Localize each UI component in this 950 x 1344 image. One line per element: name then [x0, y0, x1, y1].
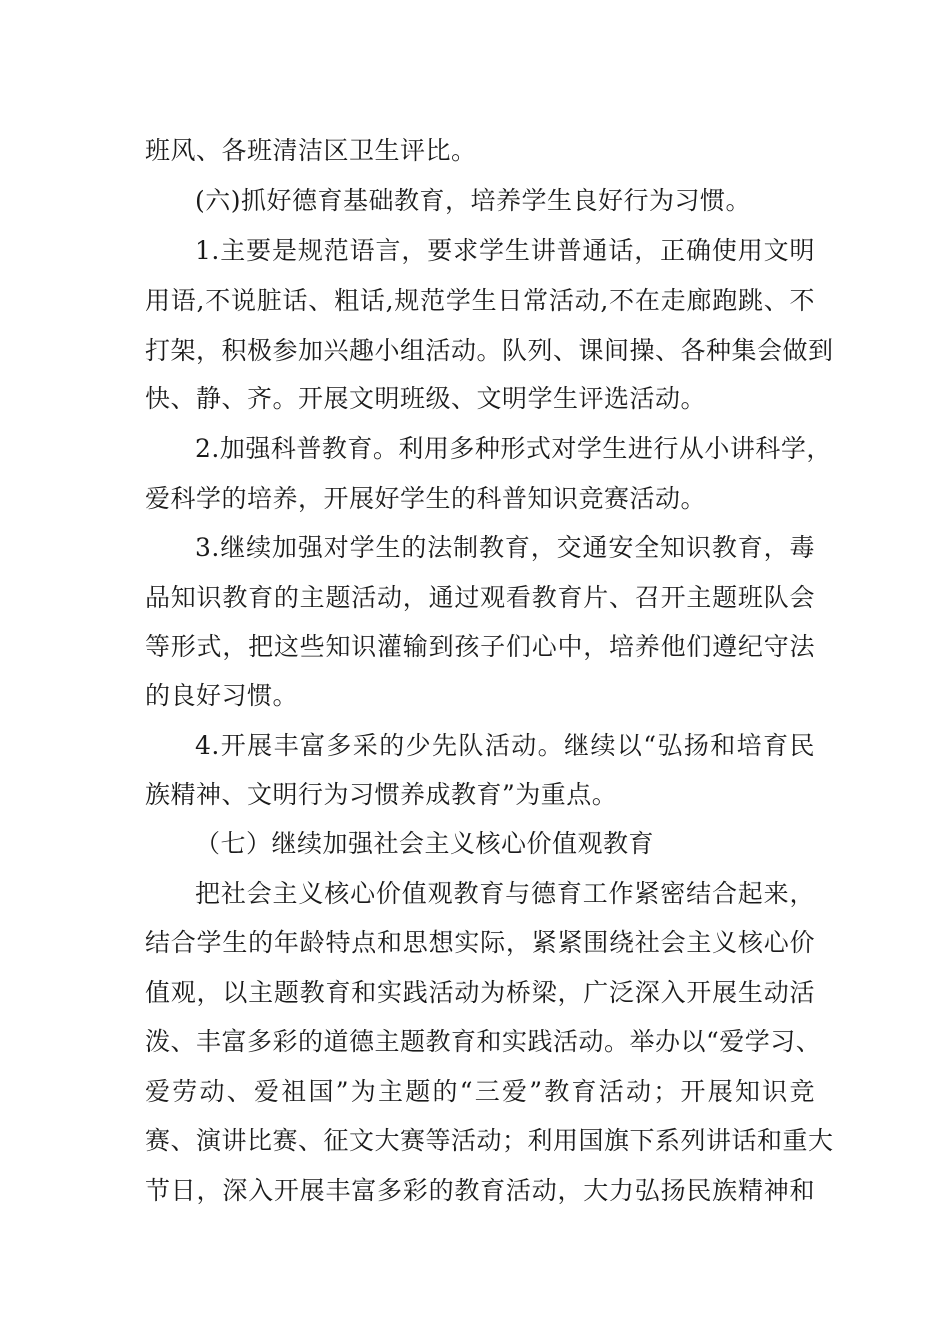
text-line: 爱劳动、爱祖国”为主题的“三爱”教育活动；开展知识竞 — [145, 1077, 815, 1106]
section-heading-6: (六)抓好德育基础教育，培养学生良好行为习惯。 — [195, 186, 752, 215]
text-line: 用语,不说脏话、粗话,规范学生日常活动,不在走廊跑跳、不 — [145, 286, 815, 315]
text-line: 快、静、齐。开展文明班级、文明学生评选活动。 — [145, 384, 707, 413]
text-line: 班风、各班清洁区卫生评比。 — [145, 136, 477, 165]
text-line: 爱科学的培养，开展好学生的科普知识竞赛活动。 — [145, 484, 707, 513]
text-line: 等形式，把这些知识灌输到孩子们心中，培养他们遵纪守法 — [145, 632, 815, 661]
text-line: 打架，积极参加兴趣小组活动。队列、课间操、各种集会做到 — [145, 336, 834, 365]
text-line: 1.主要是规范语言，要求学生讲普通话，正确使用文明 — [195, 236, 815, 265]
section-heading-7: （七）继续加强社会主义核心价值观教育 — [195, 829, 655, 858]
text-line: 3.继续加强对学生的法制教育，交通安全知识教育，毒 — [195, 533, 815, 562]
text-line: 4.开展丰富多采的少先队活动。继续以“弘扬和培育民 — [195, 731, 815, 760]
text-line: 品知识教育的主题活动，通过观看教育片、召开主题班队会 — [145, 583, 815, 612]
text-line: 2.加强科普教育。利用多种形式对学生进行从小讲科学， — [195, 434, 832, 463]
text-line: 族精神、文明行为习惯养成教育”为重点。 — [145, 780, 618, 809]
text-line: 泼、丰富多彩的道德主题教育和实践活动。举办以“爱学习、 — [145, 1027, 822, 1056]
text-line: 赛、演讲比赛、征文大赛等活动；利用国旗下系列讲话和重大 — [145, 1126, 834, 1155]
text-line: 的良好习惯。 — [145, 681, 299, 710]
text-line: 结合学生的年龄特点和思想实际，紧紧围绕社会主义核心价 — [145, 928, 815, 957]
text-line: 把社会主义核心价值观教育与德育工作紧密结合起来， — [195, 879, 815, 908]
text-line: 值观，以主题教育和实践活动为桥梁，广泛深入开展生动活 — [145, 978, 815, 1007]
text-line: 节日，深入开展丰富多彩的教育活动，大力弘扬民族精神和 — [145, 1176, 815, 1205]
